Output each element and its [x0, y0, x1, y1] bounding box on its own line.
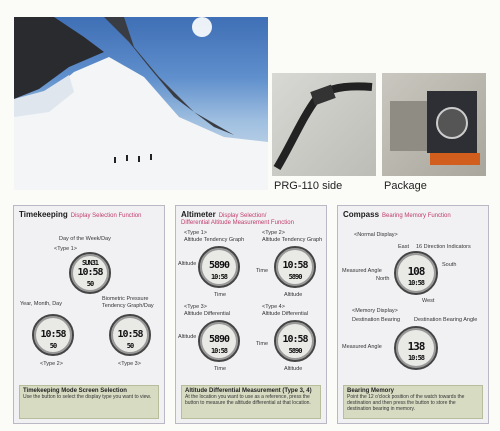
t4-desc: Altitude Differential [262, 311, 309, 317]
panel-title: Timekeeping Display Selection Function [19, 210, 142, 219]
destangle-label: Destination Bearing Angle [414, 317, 478, 323]
memory-label: <Memory Display> [352, 308, 398, 314]
measured-label: Measured Angle [342, 268, 382, 274]
time-label: Time [256, 268, 269, 274]
alt-watch-type1: 5890 10:58 [198, 246, 240, 288]
caption-side: PRG-110 side [274, 180, 343, 192]
alt-watch-type4: 10:58 5890 [274, 320, 316, 362]
east-label: East [398, 244, 410, 250]
compass-watch-normal: 108 10:58 [394, 251, 438, 295]
north-label: North [376, 276, 390, 282]
altimeter-footer: Altitude Differential Measurement (Type 3, 4) At the location you want to use as a reference, press the button to measure the altitude differential at that location. [181, 385, 321, 419]
baro-label: Biometric Pressure Tendency Graph/Day [102, 296, 154, 309]
caption-package: Package [384, 180, 427, 192]
alt-watch-type3: 5890 10:58 [198, 320, 240, 362]
compass-footer: Bearing Memory Point the 12 o'clock position of the watch towards the destination and then press the button to store the destination bearing in memory. [343, 385, 483, 419]
t4-label: <Type 4> [262, 304, 285, 310]
dir16-label: 16 Direction Indicators [416, 244, 471, 250]
ymd-label: Year, Month, Day [20, 301, 62, 307]
dest-label: Destination Bearing [352, 317, 401, 323]
t2-desc: Altitude Tendency Graph [262, 237, 323, 243]
t1-label: <Type 1> [184, 230, 207, 236]
watch-type3: 10:58 50 [109, 314, 151, 356]
alt2-label: Altitude [284, 292, 303, 298]
timekeeping-footer: Timekeeping Mode Screen Selection Use the button to select the display type you want to view. [19, 385, 159, 419]
package-photo [382, 73, 486, 176]
compass-panel [337, 205, 489, 424]
timekeeping-panel [13, 205, 165, 424]
time2-label: Time [214, 292, 227, 298]
type3-label: <Type 3> [118, 361, 141, 367]
measured2-label: Measured Angle [342, 344, 382, 350]
watch-side-image [272, 73, 376, 176]
altimeter-panel [175, 205, 327, 424]
day-label: Day of the Week/Day [59, 236, 111, 242]
watch-type2: 10:58 50 [32, 314, 74, 356]
time3-label: Time [256, 341, 269, 347]
type2-label: <Type 2> [40, 361, 63, 367]
panel-title: Altimeter Display Selection/ [181, 210, 267, 219]
t3-desc: Altitude Differential [184, 311, 231, 317]
time4-label: Time [214, 366, 227, 372]
t1-desc: Altitude Tendency Graph [184, 237, 245, 243]
south-label: South [442, 262, 457, 268]
panel-subtitle2: Differential Altitude Measurement Function [181, 220, 294, 226]
mountain-scene [14, 17, 268, 190]
compass-watch-memory: 138 10:58 [394, 326, 438, 370]
mountain-photo [14, 17, 268, 190]
normal-label: <Normal Display> [354, 232, 398, 238]
panel-title: Compass Bearing Memory Function [343, 210, 451, 219]
alt3-label: Altitude [178, 334, 197, 340]
watch-type1: SUN31 10:58 50 [69, 252, 111, 294]
alt-watch-type2: 10:58 5890 [274, 246, 316, 288]
prg110-side-photo [272, 73, 376, 176]
t3-label: <Type 3> [184, 304, 207, 310]
t2-label: <Type 2> [262, 230, 285, 236]
west-label: West [422, 298, 435, 304]
package-image [382, 73, 486, 176]
alt-label: Altitude [178, 261, 197, 267]
type1-label: <Type 1> [54, 246, 77, 252]
alt4-label: Altitude [284, 366, 303, 372]
